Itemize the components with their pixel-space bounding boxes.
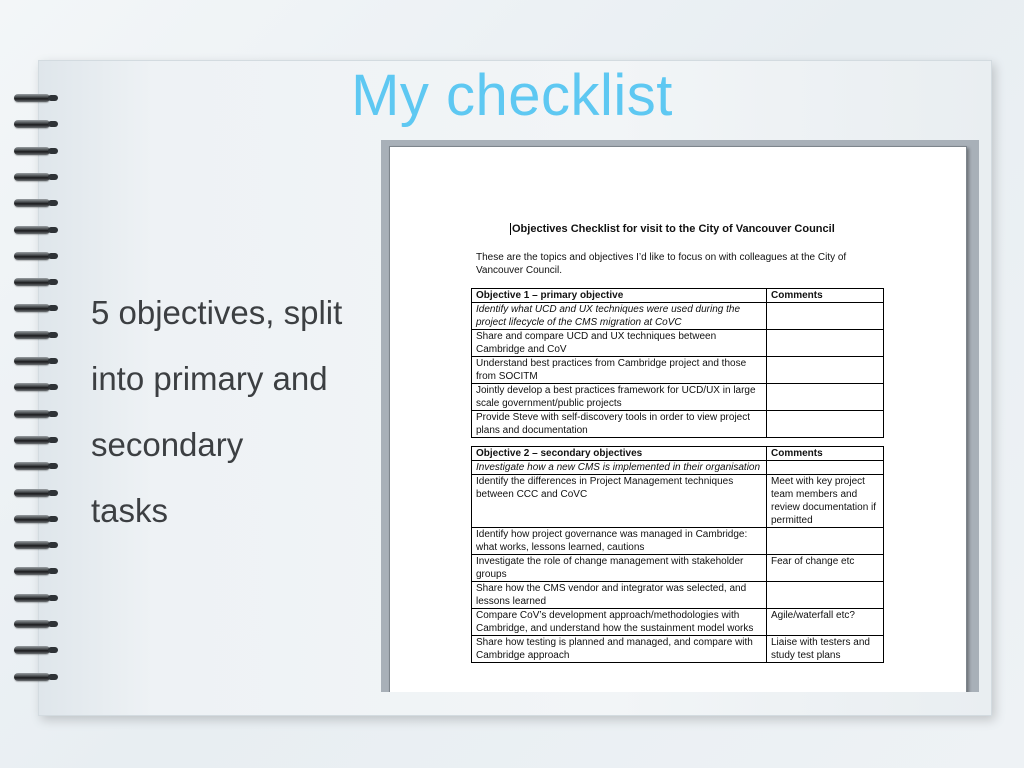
spiral-ring-icon xyxy=(14,145,60,157)
comments-header: Comments xyxy=(767,447,884,461)
objective-cell: Share and compare UCD and UX techniques between Cambridge and CoV xyxy=(472,330,767,357)
table-row xyxy=(472,330,884,357)
document-page xyxy=(389,146,967,692)
table-row xyxy=(472,636,884,663)
spiral-ring-icon xyxy=(14,539,60,551)
objective-2-table xyxy=(471,446,884,663)
objective-cell: Identify what UCD and UX techniques were used during the project lifecycle of the CMS migration at CoVC xyxy=(472,303,767,330)
body-line: into primary and xyxy=(91,360,328,397)
comment-cell xyxy=(767,384,884,411)
spiral-ring-icon xyxy=(14,171,60,183)
text-cursor xyxy=(510,223,511,235)
comment-cell xyxy=(767,582,884,609)
spiral-ring-icon xyxy=(14,329,60,341)
comment-cell xyxy=(767,411,884,438)
body-line: tasks xyxy=(91,492,169,529)
spiral-ring-icon xyxy=(14,250,60,262)
document-intro: These are the topics and objectives I’d like to focus on with colleagues at the City of Vancouver Council. xyxy=(476,252,847,276)
table-row xyxy=(472,461,884,475)
objective-cell: Provide Steve with self-discovery tools in order to view project plans and documentation xyxy=(472,411,767,438)
body-line: secondary xyxy=(91,426,244,463)
spiral-ring-icon xyxy=(14,197,60,209)
objective-cell: Compare CoV’s development approach/methodologies with Cambridge, and understand how the sustainment model works xyxy=(472,609,767,636)
comment-cell: Meet with key project team members and review documentation if permitted xyxy=(767,475,884,528)
spiral-ring-icon xyxy=(14,565,60,577)
comment-cell: Fear of change etc xyxy=(767,555,884,582)
objective-cell: Identify the differences in Project Management techniques between CCC and CoVC xyxy=(472,475,767,528)
objective-cell: Understand best practices from Cambridge project and those from SOCITM xyxy=(472,357,767,384)
spiral-ring-icon xyxy=(14,618,60,630)
comment-cell: Agile/waterfall etc? xyxy=(767,609,884,636)
table-header-row xyxy=(472,447,884,461)
spiral-ring-icon xyxy=(14,224,60,236)
spiral-ring-icon xyxy=(14,408,60,420)
table-row xyxy=(472,357,884,384)
spiral-ring-icon xyxy=(14,487,60,499)
objective-header: Objective 2 – secondary objectives xyxy=(472,447,767,461)
comment-cell xyxy=(767,330,884,357)
spiral-binding xyxy=(14,92,62,692)
table-row xyxy=(472,303,884,330)
slide-title: My checklist xyxy=(351,63,673,128)
table-row xyxy=(472,475,884,528)
document-title xyxy=(510,223,835,235)
spiral-ring-icon xyxy=(14,355,60,367)
spiral-ring-icon xyxy=(14,381,60,393)
spiral-ring-icon xyxy=(14,513,60,525)
table-header-row xyxy=(472,289,884,303)
objective-cell: Jointly develop a best practices framework for UCD/UX in large scale government/public projects xyxy=(472,384,767,411)
comment-cell: Liaise with testers and study test plans xyxy=(767,636,884,663)
slide-body xyxy=(91,280,381,544)
objective-cell: Investigate how a new CMS is implemented in their organisation xyxy=(472,461,767,475)
table-row xyxy=(472,582,884,609)
table-row xyxy=(472,384,884,411)
table-row xyxy=(472,411,884,438)
table-row xyxy=(472,555,884,582)
objective-cell: Share how testing is planned and managed, and compare with Cambridge approach xyxy=(472,636,767,663)
spiral-ring-icon xyxy=(14,460,60,472)
document-title-text: Objectives Checklist for visit to the City of Vancouver Council xyxy=(512,223,835,235)
body-line: 5 objectives, split xyxy=(91,294,343,331)
comment-cell xyxy=(767,461,884,475)
table-row xyxy=(472,528,884,555)
spiral-ring-icon xyxy=(14,644,60,656)
comment-cell xyxy=(767,303,884,330)
objective-2-rows xyxy=(472,461,884,663)
document-screenshot xyxy=(381,140,979,692)
objective-cell: Share how the CMS vendor and integrator was selected, and lessons learned xyxy=(472,582,767,609)
spiral-ring-icon xyxy=(14,276,60,288)
comment-cell xyxy=(767,528,884,555)
objective-cell: Identify how project governance was managed in Cambridge: what works, lessons learned, cautions xyxy=(472,528,767,555)
table-row xyxy=(472,609,884,636)
objective-1-table xyxy=(471,288,884,438)
comment-cell xyxy=(767,357,884,384)
objective-header: Objective 1 – primary objective xyxy=(472,289,767,303)
objective-cell: Investigate the role of change management with stakeholder groups xyxy=(472,555,767,582)
comments-header: Comments xyxy=(767,289,884,303)
spiral-ring-icon xyxy=(14,671,60,683)
spiral-ring-icon xyxy=(14,302,60,314)
spiral-ring-icon xyxy=(14,592,60,604)
spiral-ring-icon xyxy=(14,434,60,446)
objective-1-rows xyxy=(472,303,884,438)
